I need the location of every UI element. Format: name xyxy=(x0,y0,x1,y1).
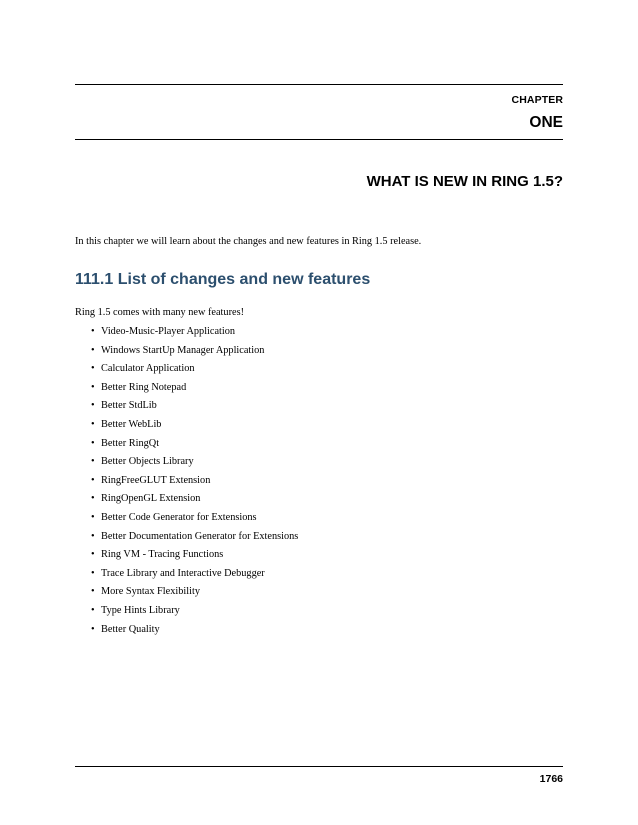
list-item-label: Better Ring Notepad xyxy=(101,381,187,393)
bullet-icon: • xyxy=(91,623,95,635)
list-item-label: Windows StartUp Manager Application xyxy=(101,344,265,356)
bullet-icon: • xyxy=(91,567,95,579)
list-item-label: Better Documentation Generator for Extensions xyxy=(101,530,299,542)
list-item xyxy=(91,325,298,344)
list-item xyxy=(91,399,298,418)
list-item xyxy=(91,362,298,381)
list-item xyxy=(91,344,298,363)
list-item xyxy=(91,585,298,604)
list-item-label: Better Code Generator for Extensions xyxy=(101,511,257,523)
list-item-label: Video-Music-Player Application xyxy=(101,326,236,337)
bullet-icon: • xyxy=(91,363,95,375)
list-item xyxy=(91,381,298,400)
bullet-icon: • xyxy=(91,493,95,505)
intro-paragraph: In this chapter we will learn about the changes and new features in Ring 1.5 release. xyxy=(75,236,422,247)
chapter-label: CHAPTER xyxy=(511,94,563,106)
list-item-label: Ring VM - Tracing Functions xyxy=(101,549,224,561)
list-item-label: RingOpenGL Extension xyxy=(101,493,201,505)
bullet-icon: • xyxy=(91,530,95,542)
footer-rule xyxy=(75,766,563,767)
list-item-label: Calculator Application xyxy=(101,363,195,375)
bullet-icon: • xyxy=(91,381,95,393)
list-item-label: Type Hints Library xyxy=(101,604,180,616)
bullet-icon: • xyxy=(91,586,95,598)
list-item xyxy=(91,567,298,586)
list-item-label: Better Quality xyxy=(101,623,160,635)
list-item xyxy=(91,623,298,642)
bullet-icon: • xyxy=(91,418,95,430)
list-item xyxy=(91,437,298,456)
bullet-icon: • xyxy=(91,474,95,486)
section-lead-paragraph: Ring 1.5 comes with many new features! xyxy=(75,307,244,318)
bullet-icon: • xyxy=(91,549,95,561)
chapter-title: WHAT IS NEW IN RING 1.5? xyxy=(366,173,563,190)
list-item xyxy=(91,474,298,493)
bullet-icon: • xyxy=(91,344,95,356)
list-item-label: Better StdLib xyxy=(101,400,157,412)
list-item xyxy=(91,548,298,567)
bullet-icon: • xyxy=(91,456,95,468)
list-item xyxy=(91,418,298,437)
section-title: 111.1 List of changes and new features xyxy=(75,271,371,288)
header-top-rule xyxy=(75,84,563,85)
bullet-icon: • xyxy=(91,326,95,337)
bullet-icon: • xyxy=(91,604,95,616)
list-item xyxy=(91,455,298,474)
list-item-label: More Syntax Flexibility xyxy=(101,586,200,598)
page-number: 1766 xyxy=(539,773,563,785)
list-item xyxy=(91,492,298,511)
list-item xyxy=(91,530,298,549)
header-bottom-rule xyxy=(75,139,563,140)
list-item-label: Better WebLib xyxy=(101,418,162,430)
list-item xyxy=(91,511,298,530)
list-item-label: Trace Library and Interactive Debugger xyxy=(101,567,265,579)
chapter-number: ONE xyxy=(529,114,563,131)
list-item-label: Better RingQt xyxy=(101,437,160,449)
feature-list xyxy=(91,325,298,641)
bullet-icon: • xyxy=(91,400,95,412)
list-item xyxy=(91,604,298,623)
bullet-icon: • xyxy=(91,511,95,523)
list-item-label: Better Objects Library xyxy=(101,456,194,468)
bullet-icon: • xyxy=(91,437,95,449)
list-item-label: RingFreeGLUT Extension xyxy=(101,474,211,486)
